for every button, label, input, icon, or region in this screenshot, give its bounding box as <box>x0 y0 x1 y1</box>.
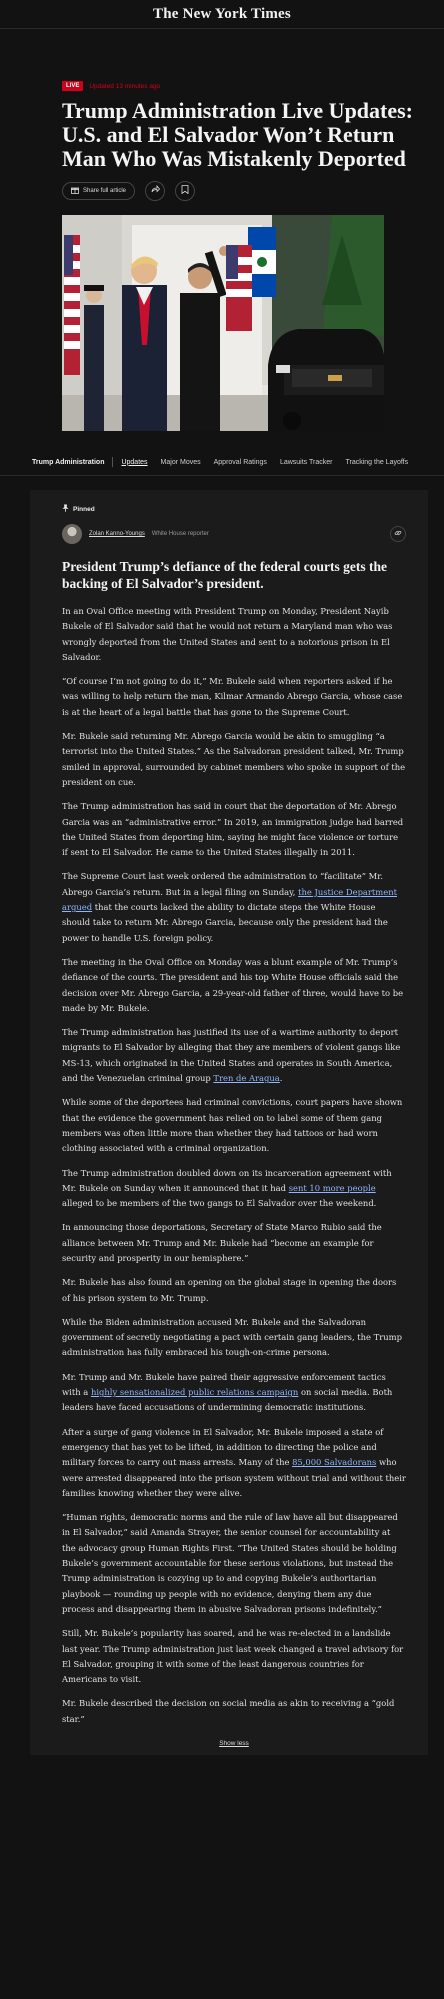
live-badge: LIVE <box>62 81 83 91</box>
author-name[interactable]: Zolan Kanno-Youngs <box>89 531 145 537</box>
paragraph-text: The Supreme Court last week ordered the administration to “facilitate” Mr. Abrego Garcia’s return. But in a legal filing on Sunday, <box>62 871 383 897</box>
paragraph-text: “Of course I’m not going to do it,” Mr. Bukele said when reporters asked if he was willing to help return the man, Kilmar Armando Abrego Garcia, whose case is at the heart of a legal battle that has gone to the Supreme Court. <box>62 676 403 717</box>
nav-divider <box>112 457 113 467</box>
paragraph-text: The Trump administration has justified its use of a wartime authority to deport migrants to El Salvador by alleging that they are members of violent gangs like MS-13, which originated in the United States and operates in South America, and the Venezuelan criminal group <box>62 1027 401 1084</box>
paragraph-text: While some of the deportees had criminal convictions, court papers have shown that the evidence the government has relied on to label some of them gang members was often little more than whether they had tattoos or had worn clothing associated with a criminal organization. <box>62 1097 403 1154</box>
article-header <box>0 29 444 431</box>
paragraph-text: Mr. Bukele said returning Mr. Abrego Garcia would be akin to smuggling “a terrorist into the United States.” As the Salvadoran president talked, Mr. Trump smiled in approval, surrounded by cabinet members who spoke in support of the president on cue. <box>62 731 406 787</box>
tab-lawsuits-tracker[interactable]: Lawsuits Tracker <box>279 458 333 466</box>
paragraph-text: who were arrested disappeared into the prison system without trial and without their families knowing whether they were alive. <box>62 1457 406 1498</box>
body-paragraph <box>62 1626 406 1687</box>
body-paragraph <box>62 1315 406 1361</box>
share-full-article-button[interactable] <box>62 182 135 200</box>
body-paragraph <box>62 799 406 860</box>
body-paragraph <box>62 604 406 665</box>
share-label: Share full article <box>83 188 127 194</box>
share-icon <box>151 185 160 197</box>
bookmark-icon <box>181 185 189 197</box>
top-bar <box>0 0 444 29</box>
inline-link[interactable]: the Justice Department argued <box>62 886 397 913</box>
post-headline: President Trump’s defiance of the federal courts gets the backing of El Salvador’s president. <box>62 559 387 591</box>
post-body <box>62 604 406 1727</box>
paragraph-text: that the courts lacked the ability to dictate steps the White House should take to return Mr. Abrego Garcia, because only the president had the power to handle U.S. foreign policy. <box>62 902 388 943</box>
paragraph-text: alleged to be members of the two gangs to El Salvador over the weekend. <box>62 1198 377 1209</box>
paragraph-text: “Human rights, democratic norms and the rule of law have all but disappeared in El Salvador,” said Amanda Strayer, the senior counsel for accountability at the advocacy group Human Rights First. “The United States should be holding Bukele’s government accountable for these serious violations, but instead the Trump administration is cozying up to and copying Bukele’s authoritarian playbook — rounding up people with no evidence, denying them any due process and disappearing them in abusive Salvadoran prisons indefinitely.” <box>62 1512 398 1614</box>
body-paragraph <box>62 869 406 945</box>
pin-icon <box>62 504 69 514</box>
body-paragraph <box>62 1025 406 1086</box>
body-paragraph <box>62 1370 406 1416</box>
article-actions <box>62 181 418 201</box>
topic-nav <box>0 449 444 476</box>
paragraph-text: . <box>279 1073 283 1084</box>
paragraph-text: The meeting in the Oval Office on Monday was a blunt example of Mr. Trump’s defiance of the courts. The president and his top White House officials said the decision over Mr. Abrego Garcia, a 29-year-old father of three, would have to be made by Mr. Bukele. <box>62 956 404 1013</box>
gift-icon <box>71 186 79 196</box>
author-avatar[interactable] <box>62 524 82 544</box>
paragraph-text: Mr. Trump and Mr. Bukele have paired their aggressive enforcement tactics with a <box>62 1371 386 1398</box>
pinned-label: Pinned <box>73 505 95 513</box>
body-paragraph <box>62 1220 406 1266</box>
pinned-post <box>30 490 428 1755</box>
tab-major-moves[interactable]: Major Moves <box>160 458 201 466</box>
paragraph-text: After a surge of gang violence in El Salvador, Mr. Bukele imposed a state of emergency that has yet to be lifted, in addition to directing the police and military forces to carry out mass arrests. Many of the <box>62 1426 384 1468</box>
body-paragraph <box>62 955 406 1016</box>
paragraph-text: Mr. Bukele described the decision on social media as akin to receiving a “gold star.” <box>62 1698 395 1724</box>
save-button[interactable] <box>175 181 195 201</box>
author-role: White House reporter <box>151 531 209 537</box>
body-paragraph <box>62 1510 406 1617</box>
paragraph-text: Mr. Bukele has also found an opening on the global stage in opening the doors of his prison system to Mr. Trump. <box>62 1277 397 1303</box>
tab-updates[interactable]: Updates <box>121 458 148 466</box>
lead-photo <box>62 215 384 431</box>
body-paragraph <box>62 729 406 790</box>
byline <box>62 524 406 544</box>
updated-timestamp: Updated 13 minutes ago <box>89 82 161 90</box>
inline-link[interactable]: 85,000 Salvadorans <box>292 1457 377 1468</box>
body-paragraph <box>62 1095 406 1156</box>
copy-link-button[interactable] <box>390 526 406 542</box>
paragraph-text: In announcing those deportations, Secretary of State Marco Rubio said the alliance between Mr. Trump and Mr. Bukele had “become an example for security and prosperity in our hemisphere.” <box>62 1222 382 1263</box>
inline-link[interactable]: Tren de Aragua <box>213 1073 280 1084</box>
body-paragraph <box>62 1166 406 1212</box>
live-meta <box>62 81 418 91</box>
paragraph-text: Still, Mr. Bukele’s popularity has soared, and he was re-elected in a landslide last year. The Trump administration just last week changed a travel advisory for El Salvador, grouping it with some of the least dangerous countries for Americans to visit. <box>62 1628 404 1685</box>
body-paragraph <box>62 674 406 720</box>
body-paragraph <box>62 1696 406 1727</box>
link-icon <box>394 529 402 539</box>
inline-link[interactable]: sent 10 more people <box>288 1182 376 1193</box>
paragraph-text: In an Oval Office meeting with President Trump on Monday, President Nayib Bukele of El Salvador said that he would not return a Maryland man who was wrongly deported from the United States and sent to a notorious prison in El Salvador. <box>62 606 393 662</box>
pinned-label-row <box>62 504 406 514</box>
tab-tracking-layoffs[interactable]: Tracking the Layoffs <box>345 458 409 466</box>
body-paragraph <box>62 1275 406 1306</box>
nav-brand[interactable]: Trump Administration <box>32 458 105 466</box>
inline-link[interactable]: highly sensationalized public relations campaign <box>90 1387 299 1398</box>
tab-approval-ratings[interactable]: Approval Ratings <box>213 458 267 466</box>
body-paragraph <box>62 1425 406 1501</box>
paragraph-text: The Trump administration doubled down on its incarceration agreement with Mr. Bukele on Sunday when it announced that it had <box>62 1167 392 1193</box>
paragraph-text: The Trump administration has said in court that the deportation of Mr. Abrego Garcia was an “administrative error.” In 2019, an immigration judge had barred the United States from deporting him, saying he might face violence or torture if sent to El Salvador. He came to the United States illegally in 2011. <box>62 801 404 858</box>
share-button[interactable] <box>145 181 165 201</box>
paragraph-text: on social media. Both leaders have faced accusations of undermining democratic institutions. <box>62 1387 393 1413</box>
article-title: Trump Administration Live Updates: U.S. and El Salvador Won’t Return Man Who Was Mistakenly Deported <box>62 98 414 171</box>
nyt-logo[interactable]: The New York Times <box>153 5 291 22</box>
show-less-button[interactable]: Show less <box>219 1740 249 1747</box>
paragraph-text: While the Biden administration accused Mr. Bukele and the Salvadoran government of secretly negotiating a pact with certain gang leaders, the Trump administration has fully embraced his tough-on-crime persona. <box>62 1316 402 1358</box>
